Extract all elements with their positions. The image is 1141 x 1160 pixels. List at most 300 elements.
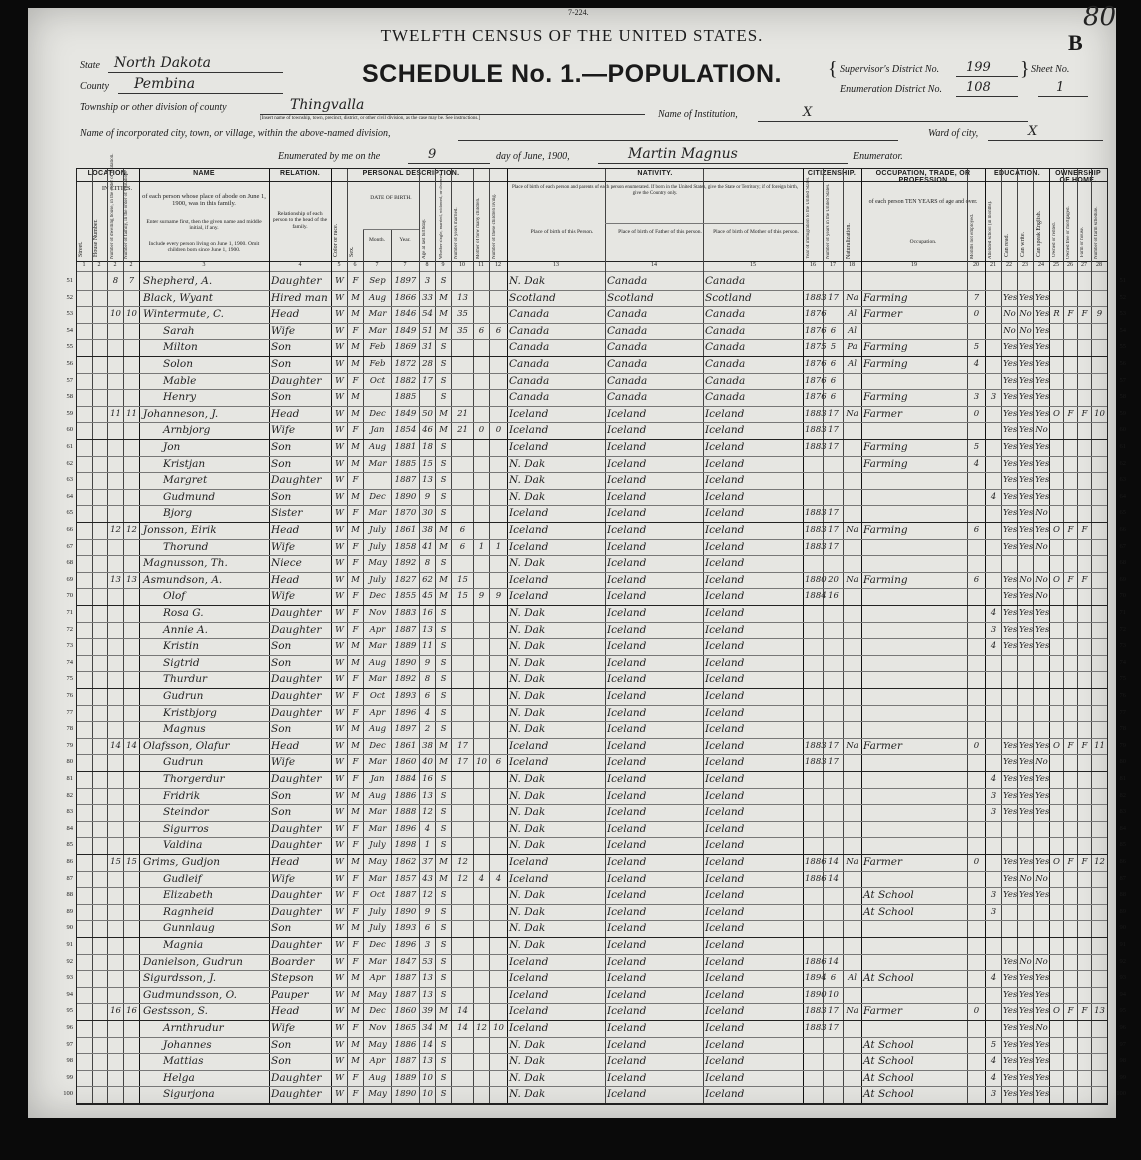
cell-sex: F (352, 1089, 359, 1100)
cell-name: Ragnheid (163, 905, 214, 918)
line-number-right: 57 (1119, 376, 1126, 384)
cell-rel: Head (271, 308, 300, 321)
cell-mo: July (369, 574, 386, 585)
cell-bp: Canada (509, 374, 550, 387)
line-number-right: 95 (1119, 1007, 1126, 1015)
cell-en: Yes (1035, 458, 1050, 469)
cell-ms: M (439, 574, 448, 585)
cell-yr: 1860 (394, 1006, 417, 1017)
line-number-right: 86 (1119, 858, 1126, 865)
cell-ms: S (440, 641, 447, 652)
cell-bm: Iceland (705, 822, 745, 835)
cell-sex: M (351, 359, 360, 369)
column-number: 3 (202, 262, 206, 268)
cell-sch: 4 (990, 1072, 997, 1083)
cell-yr: 1887 (394, 890, 417, 901)
cell-col: W (335, 923, 344, 934)
column-number: 25 (1053, 262, 1059, 268)
cell-rel: Head (271, 739, 300, 752)
cell-wr: Yes (1019, 757, 1034, 768)
cell-rel: Son (271, 789, 292, 802)
cell-name: Mattias (163, 1055, 204, 1068)
cell-rd: Yes (1003, 375, 1018, 386)
cell-sex: F (352, 541, 359, 552)
cell-imm: 1883 (805, 740, 827, 751)
line-number-right: 72 (1119, 625, 1126, 633)
cell-yus: 6 (830, 375, 837, 386)
cell-yus: 5 (830, 342, 837, 353)
hdr-mother-of: Mother of how many children. (476, 197, 481, 259)
cell-col: W (335, 1039, 344, 1050)
cell-rd: Yes (1003, 541, 1018, 552)
cell-en: No (1035, 591, 1048, 602)
cell-bp: N. Dak (509, 806, 546, 819)
cell-age: 10 (422, 1089, 433, 1100)
state-label: State (80, 60, 100, 71)
cell-sex: F (352, 508, 359, 519)
cell-name: Sigtrid (163, 656, 200, 669)
cell-name: Magnusson, Th. (143, 557, 228, 570)
cell-yr: 1886 (394, 790, 417, 801)
cell-bm: Iceland (705, 524, 745, 536)
cell-bp: Canada (509, 341, 550, 354)
cell-bf: Canada (607, 358, 648, 370)
hdr-occupation-desc: of each person TEN YEARS of age and over. (868, 199, 978, 205)
line-number: 58 (66, 393, 73, 401)
cell-cl: 4 (495, 873, 502, 884)
cell-ms: S (440, 923, 447, 934)
column-rule (1017, 169, 1018, 1104)
cell-bf: Iceland (607, 1022, 647, 1034)
cell-rd: Yes (1003, 624, 1018, 635)
cell-rel: Head (271, 524, 300, 536)
group-citizenship: CITIZENSHIP. (807, 170, 857, 177)
line-number-right: 52 (1119, 293, 1126, 301)
cell-mc: 6 (478, 325, 485, 336)
cell-mo: Dec (369, 740, 386, 751)
cell-occ: At School (863, 1038, 914, 1051)
cell-name: Olafsson, Olafur (143, 739, 230, 752)
cell-yr: 1890 (394, 906, 417, 917)
cell-name: Olof (163, 590, 186, 603)
cell-fh: F (1081, 574, 1088, 585)
cell-yr: 1849 (394, 325, 417, 336)
cell-rd: Yes (1003, 608, 1018, 618)
cell-col: W (335, 956, 344, 967)
township-field (260, 97, 645, 115)
line-number: 73 (66, 642, 73, 650)
cell-dw: 13 (110, 574, 121, 585)
line-number-right: 56 (1119, 360, 1126, 367)
cell-name: Thurdur (163, 673, 208, 686)
cell-sex: F (352, 475, 359, 486)
cell-yus: 17 (828, 442, 839, 452)
cell-bf: Iceland (607, 507, 647, 520)
cell-en: Yes (1035, 807, 1050, 818)
cell-name: Johanneson, J. (143, 407, 219, 420)
cell-bf: Iceland (607, 441, 647, 453)
cell-sex: M (351, 724, 360, 735)
line-number: 54 (66, 326, 73, 334)
cell-name: Steindor (163, 806, 209, 819)
column-number: 7 (375, 262, 379, 268)
cell-col: W (335, 608, 344, 618)
cell-bp: Iceland (509, 524, 549, 536)
cell-fh: F (1081, 1006, 1088, 1017)
hdr-free-mortgaged: Owned free or mortgaged. (1066, 206, 1071, 259)
cell-bp: Iceland (509, 540, 549, 553)
column-number: 22 (1006, 262, 1012, 268)
cell-age: 6 (424, 923, 431, 934)
cell-sch: 3 (990, 906, 997, 917)
cell-ms: M (439, 1006, 448, 1017)
cell-bf: Iceland (607, 789, 647, 802)
cell-en: Yes (1035, 392, 1050, 403)
hdr-birth-mother: Place of birth of Mother of this person. (713, 229, 799, 235)
cell-rd: Yes (1003, 873, 1018, 884)
cell-ym: 6 (459, 541, 466, 552)
cell-bm: Canada (705, 358, 746, 370)
cell-yr: 1854 (394, 425, 417, 436)
cell-rel: Son (271, 391, 292, 404)
cell-rd: No (1003, 325, 1016, 336)
cell-yr: 1861 (394, 740, 417, 751)
cell-en: Yes (1035, 525, 1050, 535)
cell-ms: S (440, 624, 447, 635)
cell-bp: Iceland (509, 590, 549, 603)
hdr-marital: Whether single, married, widowed, or divorced. (438, 172, 443, 259)
cell-mo: Dec (369, 491, 386, 502)
cell-ms: S (440, 657, 447, 668)
cell-bp: N. Dak (509, 789, 546, 802)
cell-rel: Niece (271, 557, 302, 570)
cell-ms: S (440, 491, 447, 502)
cell-bf: Iceland (607, 806, 647, 819)
cell-age: 10 (422, 1072, 433, 1083)
cell-bp: N. Dak (509, 773, 546, 785)
cell-rd: Yes (1003, 740, 1018, 751)
cell-yr: 1857 (394, 873, 417, 884)
cell-bp: Canada (509, 324, 550, 337)
cell-sex: F (352, 1023, 359, 1033)
cell-wr: Yes (1019, 541, 1034, 552)
line-number-right: 94 (1119, 990, 1126, 998)
column-rule (985, 169, 986, 1104)
line-number-right: 85 (1119, 841, 1126, 849)
cell-age: 13 (422, 624, 433, 635)
cell-col: W (335, 873, 344, 884)
cell-yr: 1885 (394, 458, 417, 469)
cell-bm: Iceland (705, 673, 745, 686)
cell-en: Yes (1035, 359, 1050, 369)
cell-en: No (1035, 1023, 1048, 1033)
cell-ms: M (439, 1023, 448, 1033)
cell-mo: Aug (368, 790, 387, 801)
cell-rel: Head (271, 1005, 300, 1018)
hdr-can-write: Can write. (1020, 232, 1026, 257)
column-rule (1077, 169, 1078, 1104)
cell-bf: Iceland (607, 905, 647, 918)
cell-name: Kristjan (163, 457, 206, 470)
line-number-right: 96 (1119, 1024, 1126, 1031)
cell-nat: Al (848, 973, 857, 984)
cell-ms: S (440, 724, 447, 735)
sub-header-rule (605, 223, 803, 224)
cell-mo: Aug (368, 657, 387, 668)
group-name: NAME (193, 170, 215, 177)
cell-sch: 3 (990, 890, 997, 901)
cell-mne: 0 (973, 740, 980, 751)
cell-ms: M (439, 873, 448, 884)
line-number-right: 58 (1119, 393, 1126, 401)
cell-yr: 1896 (394, 823, 417, 834)
cell-wr: Yes (1019, 458, 1034, 469)
cell-en: No (1035, 956, 1048, 967)
city-field (458, 126, 898, 141)
cell-col: W (335, 458, 344, 469)
cell-fh: F (1081, 740, 1088, 751)
cell-yr: 1892 (394, 674, 417, 685)
institution-label: Name of Institution, (658, 109, 738, 120)
line-number-right: 66 (1119, 526, 1126, 533)
cell-col: W (335, 525, 344, 535)
cell-col: W (335, 790, 344, 801)
county-field (118, 76, 283, 94)
cell-fh: F (1081, 857, 1088, 867)
cell-age: 9 (424, 491, 431, 502)
line-number: 80 (66, 758, 73, 766)
cell-ym: 14 (457, 1006, 468, 1017)
line-number-right: 80 (1119, 758, 1126, 766)
cell-wr: No (1019, 956, 1032, 967)
cell-bm: Iceland (705, 573, 745, 586)
line-number-right: 69 (1119, 575, 1126, 583)
column-number: 11 (478, 262, 484, 268)
cell-bp: Iceland (509, 573, 549, 586)
cell-bf: Iceland (607, 723, 647, 736)
cell-bm: Iceland (705, 955, 745, 968)
column-number: 4 (298, 262, 302, 268)
cell-imm: 1886 (805, 873, 827, 884)
cell-rd: Yes (1003, 491, 1018, 502)
cell-wr: Yes (1019, 508, 1034, 519)
hdr-farm-house: Farm or house. (1080, 226, 1085, 257)
cell-en: No (1035, 425, 1048, 436)
cell-rd: Yes (1003, 425, 1018, 436)
cell-yr: 1887 (394, 973, 417, 984)
cell-ms: S (440, 956, 447, 967)
cell-bm: Iceland (705, 922, 745, 935)
cell-yr: 1882 (394, 375, 417, 386)
cell-nat: Na (846, 525, 859, 535)
cell-wr: Yes (1019, 890, 1034, 901)
enum-district-field (956, 82, 1018, 97)
cell-col: W (335, 359, 344, 369)
hdr-owned-rented: Owned or rented. (1052, 222, 1057, 257)
state-field (108, 55, 283, 73)
cell-rd: Yes (1003, 1006, 1018, 1017)
cell-rel: Wife (271, 872, 296, 885)
township-value: Thingvalla (290, 97, 365, 113)
cell-yus: 10 (828, 989, 839, 1000)
cell-bf: Iceland (607, 673, 647, 686)
cell-en: Yes (1035, 790, 1050, 801)
cell-yr: 1898 (394, 840, 417, 851)
column-rule (1033, 169, 1034, 1104)
column-rule (473, 169, 474, 1104)
brace-close-icon: } (1020, 58, 1030, 80)
column-number: 6 (353, 262, 357, 268)
cell-yus: 17 (828, 757, 839, 768)
cell-yus: 17 (828, 292, 839, 303)
cell-bp: N. Dak (509, 557, 546, 570)
cell-ym: 21 (457, 408, 468, 419)
cell-yus: 17 (828, 508, 839, 519)
cell-ms: S (440, 276, 447, 286)
cell-bf: Canada (607, 374, 648, 387)
cell-bm: Iceland (705, 972, 745, 985)
cell-age: 30 (422, 508, 433, 519)
cell-col: W (335, 906, 344, 917)
column-rule (703, 169, 704, 1104)
cell-own: R (1053, 309, 1060, 320)
column-rule (1001, 169, 1002, 1104)
cell-wr: Yes (1019, 1006, 1034, 1017)
cell-imm: 1883 (805, 425, 827, 436)
cell-sch: 4 (990, 641, 997, 652)
line-number: 76 (66, 692, 73, 699)
cell-ms: S (440, 807, 447, 818)
cell-rel: Son (271, 341, 292, 354)
cell-ms: S (440, 790, 447, 801)
cell-yr: 1869 (394, 342, 417, 353)
cell-mo: Jan (370, 425, 385, 436)
cell-ms: S (440, 475, 447, 486)
cell-ym: 21 (457, 425, 468, 436)
cell-en: Yes (1035, 442, 1050, 452)
cell-mo: Jan (370, 774, 385, 784)
cell-bf: Iceland (607, 607, 647, 619)
line-number-right: 93 (1119, 974, 1126, 982)
line-number-right: 63 (1119, 476, 1126, 484)
cell-mne: 4 (973, 359, 980, 369)
column-rule (843, 169, 844, 1104)
brace-icon: { (828, 58, 838, 80)
cell-ms: S (440, 392, 447, 403)
cell-name: Kristbjorg (163, 706, 217, 719)
cell-occ: Farming (863, 573, 908, 586)
cell-age: 13 (422, 989, 433, 1000)
cell-bf: Iceland (607, 1038, 647, 1051)
group-education: EDUCATION. (993, 170, 1041, 177)
cell-bp: N. Dak (509, 275, 546, 287)
column-rule (139, 169, 140, 1104)
hdr-name-instr2: Include every person living on June 1, 1900. Omit children born since June 1, 1900. (148, 241, 260, 254)
cell-mo: May (368, 1089, 387, 1100)
cell-rd: Yes (1003, 807, 1018, 818)
line-number: 61 (66, 443, 73, 450)
cell-occ: At School (863, 1071, 914, 1084)
cell-col: W (335, 1056, 344, 1067)
hdr-birth-person: Place of birth of this Person. (530, 229, 594, 235)
cell-sex: M (351, 408, 360, 419)
cell-bm: Iceland (705, 905, 745, 918)
cell-rel: Daughter (271, 607, 322, 619)
cell-mo: Aug (368, 1072, 387, 1083)
cell-occ: Farming (863, 291, 908, 304)
cell-sex: F (352, 757, 359, 768)
cell-col: W (335, 475, 344, 486)
cell-occ: At School (863, 1055, 914, 1068)
cell-age: 62 (422, 574, 433, 585)
column-rule (391, 229, 392, 1104)
cell-ms: S (440, 940, 447, 950)
cell-mo: Oct (369, 890, 386, 901)
cell-bp: Iceland (509, 856, 549, 868)
cell-mne: 4 (973, 458, 980, 469)
cell-bf: Iceland (607, 756, 647, 769)
cell-yr: 1893 (394, 923, 417, 934)
cell-rel: Sister (271, 507, 303, 520)
cell-occ: Farming (863, 358, 908, 370)
cell-bp: Iceland (509, 756, 549, 769)
cell-imm: 1876 (805, 392, 827, 403)
cell-yr: 1827 (394, 574, 417, 585)
cell-rel: Boarder (271, 955, 315, 968)
column-rule (331, 169, 332, 1104)
cell-bf: Iceland (607, 955, 647, 968)
cell-sex: F (352, 940, 359, 950)
group-relation: RELATION. (280, 170, 320, 177)
cell-bp: N. Dak (509, 490, 546, 503)
cell-bm: Scotland (705, 291, 752, 304)
hdr-can-speak-english: Can speak English. (1036, 210, 1042, 257)
cell-age: 38 (422, 525, 433, 535)
cell-fam: 16 (126, 1006, 137, 1017)
cell-mo: May (368, 857, 387, 867)
cell-sex: M (351, 309, 360, 320)
line-number-right: 81 (1119, 775, 1126, 782)
line-number-right: 61 (1119, 443, 1126, 450)
hdr-year: Year. (399, 237, 411, 243)
cell-fs: 10 (1094, 408, 1105, 419)
cell-ms: M (439, 425, 448, 436)
cell-bm: Iceland (705, 441, 745, 453)
cell-rel: Daughter (271, 706, 322, 719)
cell-bp: Iceland (509, 1022, 549, 1034)
line-number: 79 (66, 741, 73, 749)
cell-bf: Iceland (607, 972, 647, 985)
cell-col: W (335, 1023, 344, 1033)
cell-name: Gudmund (163, 490, 216, 503)
cell-age: 4 (424, 707, 431, 718)
cell-col: W (335, 1006, 344, 1017)
column-number: 24 (1038, 262, 1044, 268)
cell-bf: Iceland (607, 590, 647, 603)
cell-age: 8 (424, 558, 431, 569)
cell-en: No (1035, 873, 1048, 884)
cell-bm: Iceland (705, 640, 745, 653)
cell-nat: Na (846, 740, 859, 751)
group-nativity: NATIVITY. (637, 170, 673, 177)
line-number: 63 (66, 476, 73, 484)
cell-bp: Canada (509, 391, 550, 404)
cell-en: Yes (1035, 1056, 1050, 1067)
cell-yus: 20 (828, 574, 839, 585)
cell-bf: Iceland (607, 623, 647, 636)
cell-name: Sigurjona (163, 1088, 215, 1101)
cell-fh: F (1081, 309, 1088, 320)
